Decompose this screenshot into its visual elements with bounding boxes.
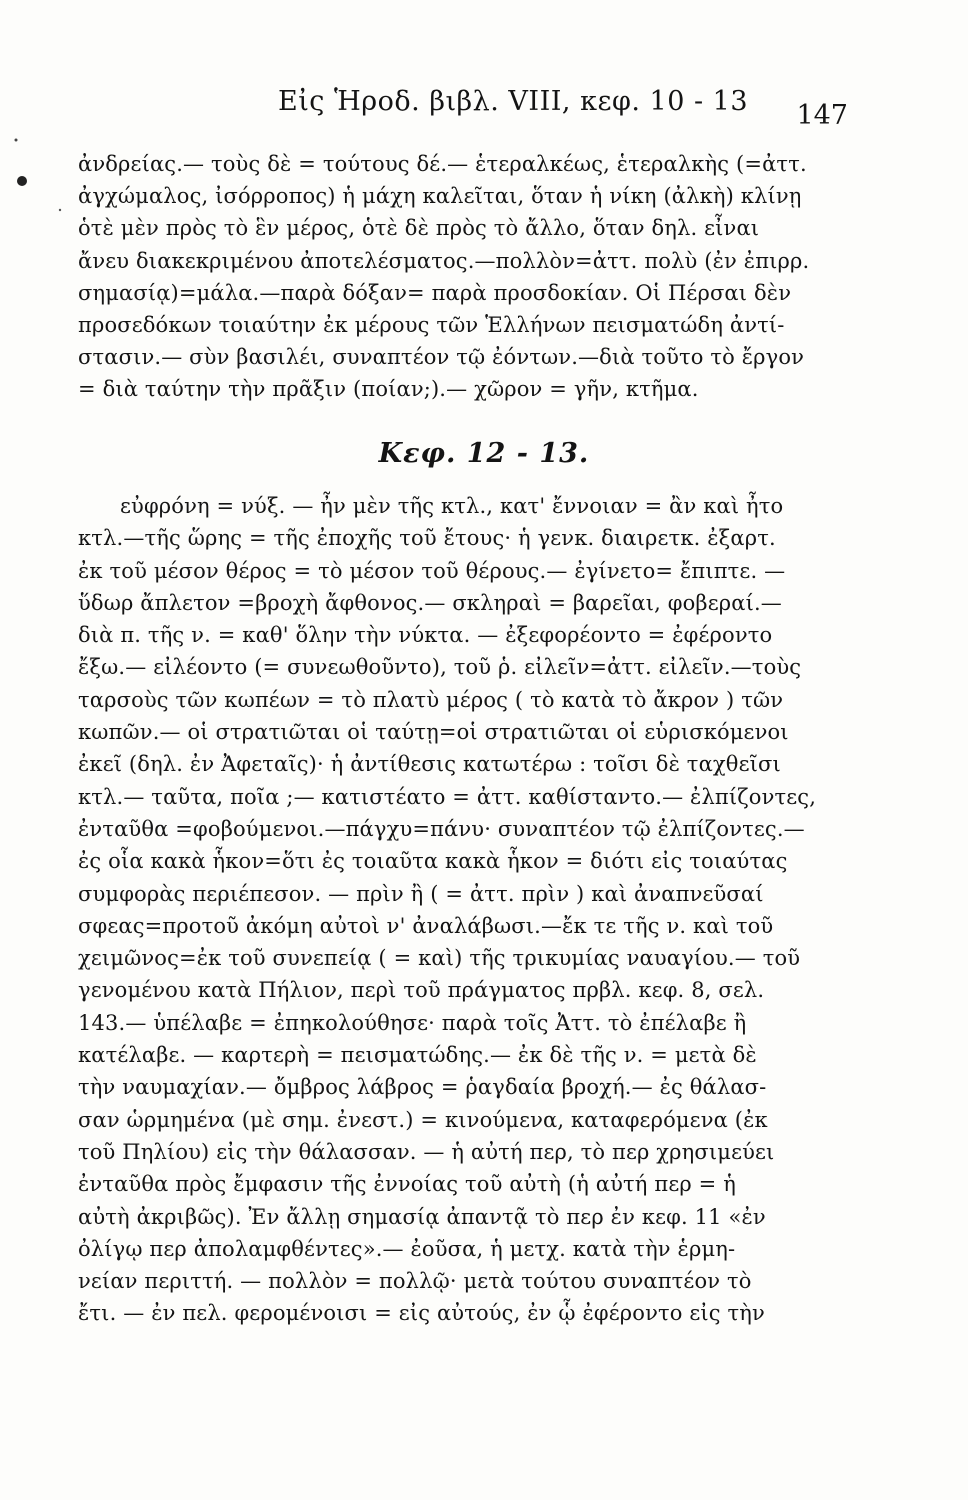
text-line: στασιν.— σὺν βασιλέι, συναπτέον τῷ ἐόντων.—διὰ τοῦτο τὸ ἔργον <box>78 345 805 370</box>
text-line: τὴν ναυμαχίαν.— ὄμβρος λάβρος = ῥαγδαία βροχή.— ἐς θάλασ- <box>78 1075 767 1100</box>
text-line: ταρσοὺς τῶν κωπέων = τὸ πλατὺ μέρος ( τὸ κατὰ τὸ ἄκρον ) τῶν <box>78 687 784 712</box>
section-heading: Κεφ. 12 - 13. <box>378 438 590 469</box>
text-line: σφεας=προτοῦ ἀκόμη αὐτοὶ ν' ἀναλάβωσι.—ἔκ τε τῆς ν. καὶ τοῦ <box>78 913 774 938</box>
text-line: ἀγχώμαλος, ἰσόρροπος) ἡ μάχη καλεῖται, ὅταν ἡ νίκη (ἀλκὴ) κλίνῃ <box>78 184 802 209</box>
ink-speck <box>17 176 27 186</box>
text-line: 143.— ὑπέλαβε = ἐπηκολούθησε· παρὰ τοῖς Ἀττ. τὸ ἐπέλαβε ἢ <box>78 1010 747 1035</box>
text-line: σημασίᾳ)=μάλα.—παρὰ δόξαν= παρὰ προσδοκίαν. Οἱ Πέρσαι δὲν <box>78 280 792 305</box>
text-line: ἐκ τοῦ μέσον θέρος = τὸ μέσον τοῦ θέρους.— ἐγίνετο= ἔπιπτε. — <box>78 558 786 583</box>
text-line: = διὰ ταύτην τὴν πρᾶξιν (ποίαν;).— χῶρον = γῆν, κτῆμα. <box>78 377 699 402</box>
text-line: συμφορὰς περιέπεσον. — πρὶν ἢ ( = ἀττ. πρὶν ) καὶ ἀναπνεῦσαί <box>78 881 764 906</box>
text-line: κατέλαβε. — καρτερὴ = πεισματώδης.— ἐκ δὲ τῆς ν. = μετὰ δὲ <box>78 1043 757 1068</box>
text-line: ἐς οἷα κακὰ ἧκον=ὅτι ἐς τοιαῦτα κακὰ ἧκον = διότι εἰς τοιαύτας <box>78 849 788 874</box>
text-line: ἔξω.— εἰλέοντο (= συνεωθοῦντο), τοῦ ῥ. εἰλεῖν=ἀττ. εἰλεῖν.—τοὺς <box>78 655 802 680</box>
text-line: ἔτι. — ἐν πελ. φερομένοισι = εἰς αὐτούς, ἐν ᾧ ἐφέροντο εἰς τὴν <box>78 1301 765 1326</box>
commentary-block-chapter-12-13 <box>78 490 846 1330</box>
page-header <box>278 86 878 131</box>
text-line: τοῦ Πηλίου) εἰς τὴν θάλασσαν. — ἡ αὐτή περ, τὸ περ χρησιμεύει <box>78 1139 775 1164</box>
text-line: σαν ὡρμημένα (μὲ σημ. ἐνεστ.) = κινούμενα, καταφερόμενα (ἐκ <box>78 1107 768 1132</box>
text-line: κτλ.—τῆς ὥρης = τῆς ἐποχῆς τοῦ ἔτους· ἡ γενκ. διαιρετκ. ἐξαρτ. <box>78 526 776 551</box>
text-line: νείαν περιττή. — πολλὸν = πολλῷ· μετὰ τούτου συναπτέον τὸ <box>78 1269 752 1294</box>
commentary-block-chapter-10-11 <box>78 148 846 406</box>
running-head: Εἰς Ἡροδ. βιβλ. VIII, κεφ. 10 - 13 <box>278 86 749 117</box>
text-line: ὕδωρ ἄπλετον =βροχὴ ἄφθονος.— σκληραὶ = βαρεῖαι, φοβεραί.— <box>78 590 782 615</box>
text-line: προσεδόκων τοιαύτην ἐκ μέρους τῶν Ἑλλήνων πεισματώδη ἀντί- <box>78 312 785 337</box>
text-line: ἐνταῦθα =φοβούμενοι.—πάγχυ=πάνυ· συναπτέον τῷ ἐλπίζοντες.— <box>78 816 805 841</box>
text-line: γενομένου κατὰ Πήλιον, περὶ τοῦ πράγματος πρβλ. κεφ. 8, σελ. <box>78 978 765 1003</box>
text-line: ἀνδρείας.— τοὺς δὲ = τούτους δέ.— ἑτεραλκέως, ἑτεραλκὴς (=ἀττ. <box>78 152 807 176</box>
text-line: ἄνευ διακεκριμένου ἀποτελέσματος.—πολλὸν=ἀττ. πολὺ (ἐν ἐπιρρ. <box>78 248 810 273</box>
text-line: ὀλίγῳ περ ἀπολαμφθέντες».— ἐοῦσα, ἡ μετχ. κατὰ τὴν ἑρμη- <box>78 1236 736 1261</box>
text-line: ἐκεῖ (δηλ. ἐν Ἀφεταῖς)· ἡ ἀντίθεσις κατωτέρω : τοῖσι δὲ ταχθεῖσι <box>78 752 781 777</box>
ink-speck <box>15 139 18 142</box>
text-line: κτλ.— ταῦτα, ποῖα ;— κατιστέατο = ἀττ. καθίσταντο.— ἐλπίζοντες, <box>78 784 817 809</box>
text-line: κωπῶν.— οἱ στρατιῶται οἱ ταύτῃ=οἱ στρατιῶται οἱ εὑρισκόμενοι <box>78 720 789 745</box>
ink-speck <box>59 209 61 211</box>
page-number: 147 <box>796 100 848 131</box>
text-line: ἐνταῦθα πρὸς ἔμφασιν τῆς ἐννοίας τοῦ αὐτὴ (ἡ αὐτή περ = ἡ <box>78 1172 736 1197</box>
text-line: χειμῶνος=ἐκ τοῦ συνεπείᾳ ( = καὶ) τῆς τρικυμίας ναυαγίου.— τοῦ <box>78 946 801 971</box>
text-line: ὁτὲ μὲν πρὸς τὸ ἓν μέρος, ὁτὲ δὲ πρὸς τὸ ἄλλο, ὅταν δηλ. εἶναι <box>78 216 760 241</box>
text-line: αὐτὴ ἀκριβῶς). Ἐν ἄλλῃ σημασίᾳ ἀπαντᾷ τὸ περ ἐν κεφ. 11 «ἐν <box>78 1204 766 1229</box>
text-line: εὐφρόνη = νύξ. — ἦν μὲν τῆς κτλ., κατ' ἔννοιαν = ἂν καὶ ἦτο <box>120 494 784 518</box>
text-line: διὰ π. τῆς ν. = καθ' ὅλην τὴν νύκτα. — ἐξεφορέοντο = ἐφέροντο <box>78 623 773 648</box>
